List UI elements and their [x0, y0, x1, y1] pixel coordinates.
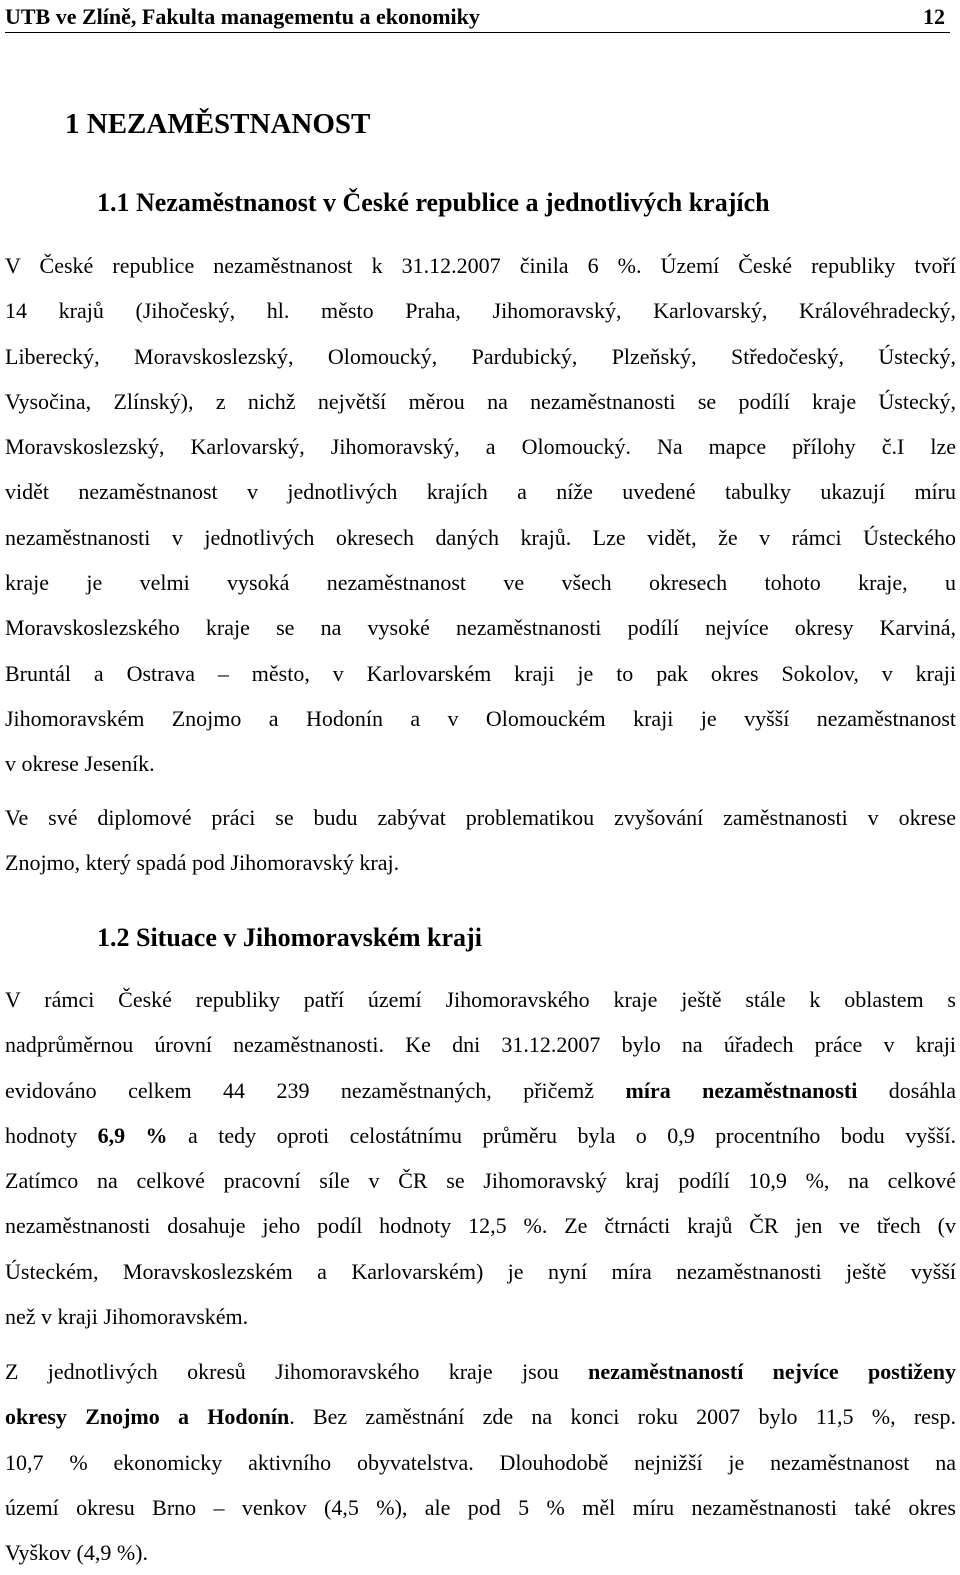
- text-line: území okresu Brno – venkov (4,5 %), ale pod 5 % měl míru nezaměstnanosti také okres: [5, 1494, 956, 1520]
- text-line: Vysočina, Zlínský), z nichž největší měrou na nezaměstnanosti se podílí kraje Ústecký,: [5, 388, 956, 414]
- text-line: 14 krajů (Jihočeský, hl. město Praha, Jihomoravský, Karlovarský, Královéhradecký,: [5, 298, 956, 324]
- text-line: Jihomoravském Znojmo a Hodonín a v Olomouckém kraji je vyšší nezaměstnanost: [5, 705, 956, 731]
- paragraph-thesis-focus: [5, 795, 956, 886]
- text-line: Ústeckém, Moravskoslezském a Karlovarském) je nyní míra nezaměstnanosti ještě vyšší: [5, 1258, 956, 1284]
- emphasis-most-affected: nezaměstnaností nejvíce postiženy: [588, 1359, 956, 1384]
- text-run: . Bez zaměstnání zde na konci roku 2007 bylo 11,5 %, resp.: [289, 1404, 956, 1430]
- section-title-1-2: 1.2 Situace v Jihomoravském kraji: [97, 923, 482, 952]
- text-line: Moravskoslezského kraje se na vysoké nezaměstnanosti podílí nejvíce okresy Karviná,: [5, 615, 956, 641]
- text-line: Ve své diplomové práci se budu zabývat problematikou zvyšování zaměstnanosti v okrese: [5, 805, 956, 830]
- text-line: [5, 1113, 956, 1158]
- text-run: Z jednotlivých okresů Jihomoravského kraje jsou: [5, 1359, 589, 1384]
- text-line: V České republice nezaměstnanost k 31.12.2007 činila 6 %. Území České republiky tvoří: [5, 253, 956, 278]
- paragraph-unemployment-cr: [5, 243, 956, 787]
- text-line: [5, 1394, 956, 1439]
- text-line: V rámci České republiky patří území Jihomoravského kraje ještě stále k oblastem s: [5, 987, 956, 1012]
- running-header: [5, 2, 950, 32]
- text-line: Bruntál a Ostrava – město, v Karlovarském kraji je to pak okres Sokolov, v kraji: [5, 660, 956, 686]
- text-line: v okrese Jeseník.: [5, 751, 155, 777]
- text-run: hodnoty: [5, 1122, 98, 1148]
- text-line: Zatímco na celkové pracovní síle v ČR se Jihomoravský kraj podílí 10,9 %, na celkové: [5, 1168, 956, 1194]
- text-line: 10,7 % ekonomicky aktivního obyvatelstva. Dlouhodobě nejnižší je nezaměstnanost na: [5, 1449, 956, 1475]
- text-line: nadprůměrnou úrovní nezaměstnanosti. Ke dni 31.12.2007 bylo na úřadech práce v kraji: [5, 1032, 956, 1058]
- text-run: dosáhla: [857, 1077, 956, 1103]
- text-run: evidováno celkem 44 239 nezaměstnaných, přičemž: [5, 1077, 626, 1103]
- section-title-1-1: 1.1 Nezaměstnanost v České republice a jednotlivých krajích: [97, 188, 770, 217]
- paragraph-south-moravia-situation: [5, 977, 956, 1339]
- text-line: Liberecký, Moravskoslezský, Olomoucký, Pardubický, Plzeňský, Středočeský, Ústecký,: [5, 343, 956, 369]
- text-line: Znojmo, který spadá pod Jihomoravský kraj.: [5, 850, 400, 876]
- text-line: než v kraji Jihomoravském.: [5, 1304, 249, 1330]
- header-rule: [5, 32, 950, 33]
- header-school-name: UTB ve Zlíně, Fakulta managementu a ekonomiky: [5, 4, 480, 29]
- emphasis-rate-value: 6,9 %: [97, 1122, 168, 1148]
- text-line: Vyškov (4,9 %).: [5, 1540, 148, 1566]
- text-line: [5, 1068, 956, 1113]
- header-page-number: 12: [923, 4, 945, 29]
- text-line: nezaměstnanosti v jednotlivých okresech daných krajů. Lze vidět, že v rámci Ústeckého: [5, 524, 956, 550]
- text-line: [5, 1349, 956, 1394]
- emphasis-districts: okresy Znojmo a Hodonín: [5, 1404, 290, 1430]
- text-line: Moravskoslezský, Karlovarský, Jihomoravský, a Olomoucký. Na mapce přílohy č.I lze: [5, 434, 956, 460]
- text-line: vidět nezaměstnanost v jednotlivých krajích a níže uvedené tabulky ukazují míru: [5, 479, 956, 505]
- emphasis-unemployment-rate: míra nezaměstnanosti: [625, 1077, 858, 1103]
- paragraph-district-unemployment: [5, 1349, 956, 1575]
- text-line: kraje je velmi vysoká nezaměstnanost ve všech okresech tohoto kraje, u: [5, 570, 956, 596]
- text-run: a tedy oproti celostátnímu průměru byla o 0,9 procentního bodu vyšší.: [167, 1122, 956, 1148]
- chapter-title: 1 NEZAMĚSTNANOST: [65, 108, 371, 140]
- text-line: nezaměstnanosti dosahuje jeho podíl hodnoty 12,5 %. Ze čtrnácti krajů ČR jen ve třech (v: [5, 1213, 956, 1239]
